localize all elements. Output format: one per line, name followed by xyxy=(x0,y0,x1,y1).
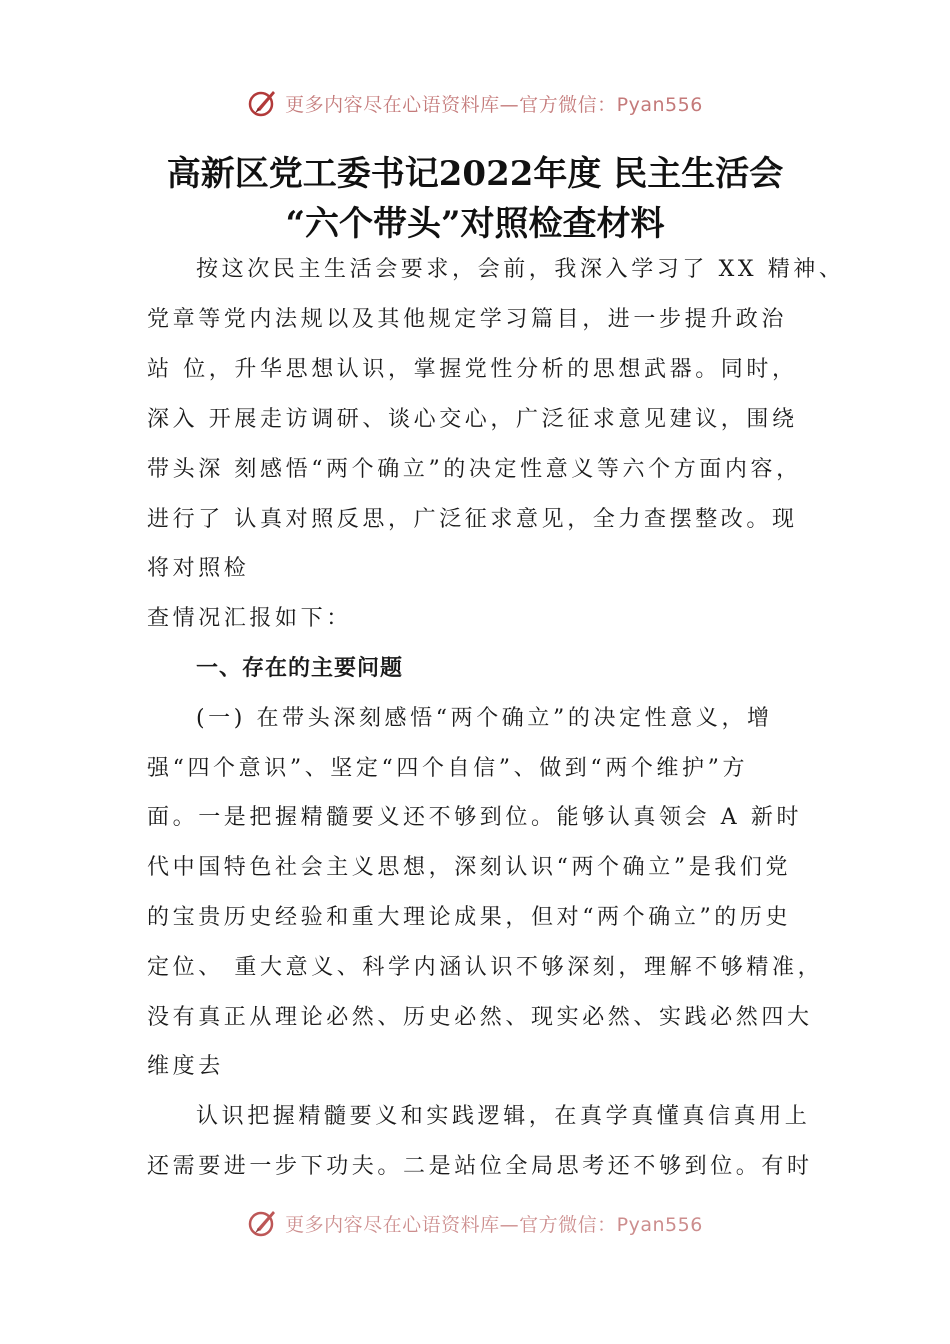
body-line: 的宝贵历史经验和重大理论成果，但对“两个确立”的历史 xyxy=(147,905,792,930)
quill-logo-icon xyxy=(247,1207,279,1239)
document-title-line-2: “六个带头”对照检查材料 xyxy=(285,204,665,244)
watermark-header xyxy=(0,86,950,120)
section-heading: 一、存在的主要问题 xyxy=(196,656,404,681)
body-line: 定位、 重大意义、科学内涵认识不够深刻，理解不够精准， xyxy=(147,955,824,980)
watermark-text xyxy=(285,1210,703,1237)
body-line: 党章等党内法规以及其他规定学习篇目，进一步提升政治 xyxy=(147,307,788,332)
document-title-line-1: 高新区党工委书记2022年度 民主生活会 xyxy=(166,154,784,194)
body-line: 代中国特色社会主义思想，深刻认识“两个确立”是我们党 xyxy=(147,855,792,880)
body-line: (一) 在带头深刻感悟“两个确立”的决定性意义，增 xyxy=(196,706,773,731)
body-line: 带头深 刻感悟“两个确立”的决定性意义等六个方面内容， xyxy=(147,457,802,482)
body-line: 面。一是把握精髓要义还不够到位。能够认真领会 A 新时 xyxy=(147,805,803,830)
quill-logo-icon xyxy=(247,87,279,119)
body-line: 认识把握精髓要义和实践逻辑，在真学真懂真信真用上 xyxy=(196,1104,811,1129)
watermark-text-en: Pyan556 xyxy=(616,1213,703,1236)
body-line: 深入 开展走访调研、谈心交心，广泛征求意见建议，围绕 xyxy=(147,407,798,432)
watermark-text-en: Pyan556 xyxy=(616,93,703,116)
body-line: 按这次民主生活会要求，会前，我深入学习了 XX 精神、 xyxy=(196,257,845,282)
watermark-text-cn: 更多内容尽在心语资料库—官方微信： xyxy=(285,1213,617,1236)
body-line: 还需要进一步下功夫。二是站位全局思考还不够到位。有时 xyxy=(147,1154,813,1179)
watermark-text xyxy=(285,90,703,117)
body-line: 站 位，升华思想认识，掌握党性分析的思想武器。同时， xyxy=(147,357,798,382)
watermark-footer xyxy=(0,1206,950,1240)
body-line: 维度去 xyxy=(147,1054,224,1079)
body-line: 没有真正从理论必然、历史必然、现实必然、实践必然四大 xyxy=(147,1005,813,1030)
body-line: 将对照检 xyxy=(147,556,250,581)
watermark-text-cn: 更多内容尽在心语资料库—官方微信： xyxy=(285,93,617,116)
body-line: 进行了 认真对照反思，广泛征求意见，全力查摆整改。现 xyxy=(147,507,798,532)
body-line: 查情况汇报如下： xyxy=(147,606,352,631)
body-line: 强“四个意识”、坚定“四个自信”、做到“两个维护”方 xyxy=(147,756,749,781)
